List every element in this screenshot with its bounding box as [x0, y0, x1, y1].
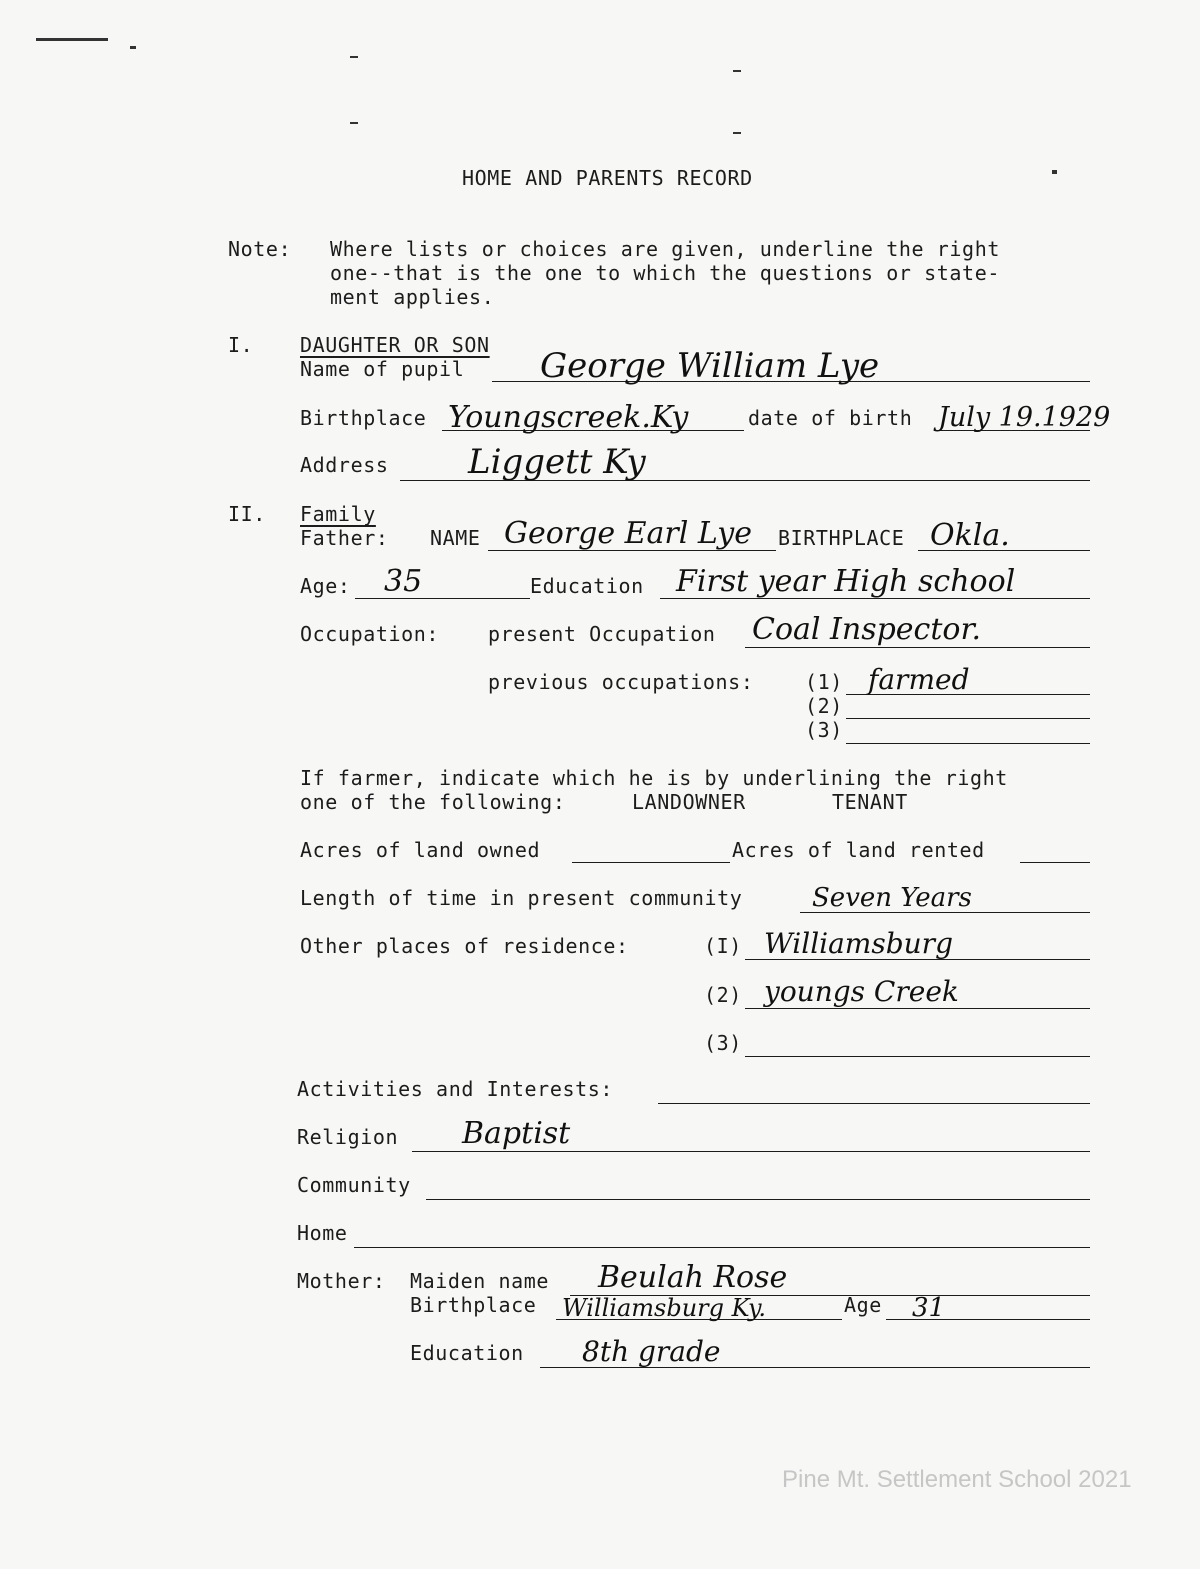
father-label: Father:: [300, 526, 389, 550]
address-value: Liggett Ky: [468, 442, 646, 482]
mother-education-value: 8th grade: [582, 1335, 721, 1368]
length-label: Length of time in present community: [300, 886, 743, 910]
previous-occupations-label: previous occupations:: [488, 670, 754, 694]
dob-label: date of birth: [748, 406, 913, 430]
residence-1-num: (I): [704, 934, 742, 958]
mother-birthplace-value: Williamsburg Ky.: [562, 1294, 767, 1322]
tenant-option: TENANT: [832, 790, 908, 814]
length-value: Seven Years: [812, 883, 972, 913]
previous-2-num: (2): [805, 694, 843, 718]
scan-mark: [36, 38, 108, 41]
father-birthplace-value: Okla.: [930, 518, 1010, 553]
mother-age-value: 31: [912, 1293, 946, 1323]
mother-age-label: Age: [844, 1293, 882, 1317]
residence-2-num: (2): [704, 983, 742, 1007]
scan-mark: [350, 56, 358, 58]
note-line-2: one--that is the one to which the questions or state-: [330, 261, 1000, 285]
note-line-3: ment applies.: [330, 285, 495, 309]
previous-2-line: [846, 718, 1090, 719]
community-label: Community: [297, 1173, 411, 1197]
residence-1-value: Williamsburg: [764, 927, 953, 960]
birthplace-value: Youngscreek.Ky: [448, 400, 689, 435]
birthplace-label: Birthplace: [300, 406, 427, 430]
present-occupation-value: Coal Inspector.: [752, 612, 982, 647]
age-line: [355, 598, 530, 599]
note-line-1: Where lists or choices are given, underline the right: [330, 237, 1000, 261]
page-title: HOME AND PARENTS RECORD: [462, 166, 753, 190]
pupil-name-label: Name of pupil: [300, 357, 465, 381]
mother-label: Mother:: [297, 1269, 386, 1293]
residence-2-line: [745, 1008, 1090, 1009]
farmer-instruction-1: If farmer, indicate which he is by underlining the right: [300, 766, 1008, 790]
section-1-numeral: I.: [228, 333, 254, 357]
age-value: 35: [384, 564, 423, 599]
religion-label: Religion: [297, 1125, 399, 1149]
maiden-name-value: Beulah Rose: [598, 1260, 788, 1295]
activities-line: [658, 1103, 1090, 1104]
father-birthplace-label: BIRTHPLACE: [778, 526, 905, 550]
mother-birthplace-label: Birthplace: [410, 1293, 537, 1317]
family-label: Family: [300, 502, 376, 526]
occupation-label: Occupation:: [300, 622, 440, 646]
residence-3-num: (3): [704, 1031, 742, 1055]
pupil-name-value: George William Lye: [540, 346, 880, 386]
religion-value: Baptist: [462, 1116, 571, 1151]
scan-mark: [733, 70, 741, 72]
acres-rented-line: [1020, 862, 1090, 863]
note-label: Note:: [228, 237, 292, 261]
acres-owned-line: [572, 862, 730, 863]
mother-education-label: Education: [410, 1341, 524, 1365]
acres-rented-label: Acres of land rented: [732, 838, 985, 862]
father-name-label: NAME: [430, 526, 481, 550]
education-value: First year High school: [676, 564, 1016, 599]
maiden-name-label: Maiden name: [410, 1269, 550, 1293]
present-occupation-label: present Occupation: [488, 622, 716, 646]
home-line: [354, 1247, 1090, 1248]
scan-mark: [733, 132, 741, 134]
home-label: Home: [297, 1221, 348, 1245]
scan-mark: [1052, 170, 1057, 174]
age-label: Age:: [300, 574, 351, 598]
farmer-instruction-2: one of the following:: [300, 790, 566, 814]
landowner-option: LANDOWNER: [632, 790, 746, 814]
other-places-label: Other places of residence:: [300, 934, 629, 958]
education-label: Education: [530, 574, 644, 598]
address-label: Address: [300, 453, 389, 477]
previous-3-line: [846, 743, 1090, 744]
section-2-numeral: II.: [228, 502, 266, 526]
activities-label: Activities and Interests:: [297, 1077, 614, 1101]
scan-mark: [350, 122, 358, 124]
community-line: [426, 1199, 1090, 1200]
watermark: Pine Mt. Settlement School 2021: [782, 1466, 1132, 1493]
acres-owned-label: Acres of land owned: [300, 838, 541, 862]
residence-2-value: youngs Creek: [764, 975, 959, 1008]
section-1-heading: DAUGHTER OR SON: [300, 333, 490, 357]
father-name-value: George Earl Lye: [504, 516, 752, 551]
residence-3-line: [745, 1056, 1090, 1057]
present-occupation-line: [745, 647, 1090, 648]
previous-1-value: farmed: [868, 663, 970, 696]
religion-line: [412, 1151, 1090, 1152]
dob-value: July 19.1929: [938, 402, 1111, 433]
previous-3-num: (3): [805, 718, 843, 742]
previous-1-num: (1): [805, 670, 843, 694]
scan-mark: [130, 46, 136, 49]
